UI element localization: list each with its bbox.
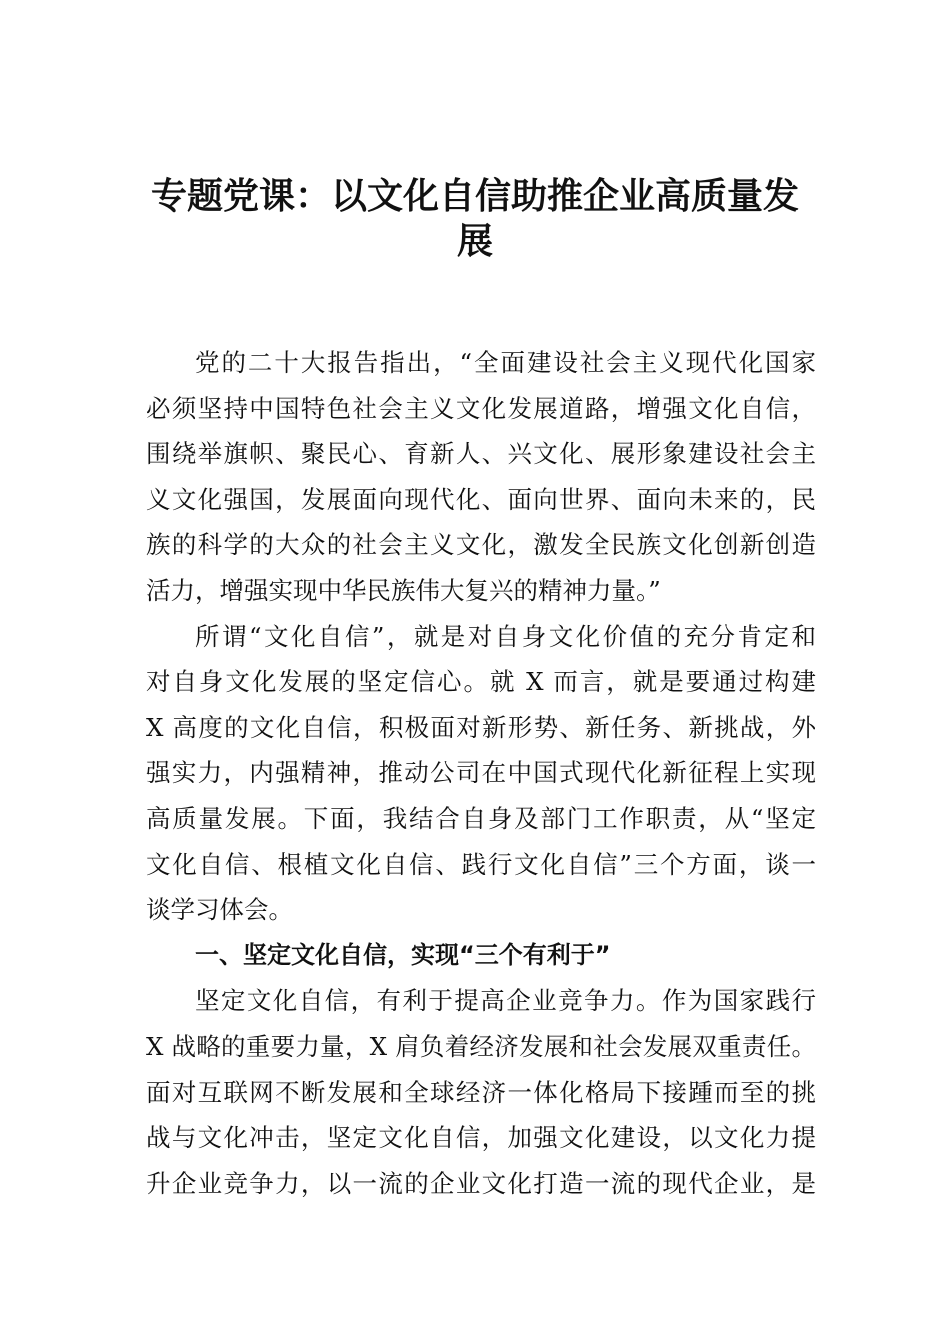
page-title-line-1: 专题党课：以文化自信助推企业高质量发: [150, 176, 799, 217]
paragraph-3-line-4: 战与文化冲击，坚定文化自信，加强文化建设，以文化力提: [146, 1123, 816, 1153]
section-heading-1: 一、坚定文化自信，实现“三个有利于”: [195, 940, 611, 969]
paragraph-1-line-6: 活力，增强实现中华民族伟大复兴的精神力量。”: [146, 575, 661, 605]
page-title-line-2: 展: [456, 221, 493, 262]
paragraph-2-line-2: 对自身文化发展的坚定信心。就 X 而言，就是要通过构建: [146, 667, 816, 697]
paragraph-3-line-2: X 战略的重要力量，X 肩负着经济发展和社会发展双重责任。: [146, 1031, 816, 1061]
paragraph-1-line-1: 党的二十大报告指出，“全面建设社会主义现代化国家: [195, 348, 816, 377]
paragraph-2-line-4: 强实力，内强精神，推动公司在中国式现代化新征程上实现: [146, 758, 816, 788]
paragraph-3-line-5: 升企业竞争力，以一流的企业文化打造一流的现代企业，是: [146, 1168, 816, 1198]
paragraph-1-line-4: 义文化强国，发展面向现代化、面向世界、面向未来的，民: [146, 484, 816, 514]
paragraph-1-line-5: 族的科学的大众的社会主义文化，激发全民族文化创新创造: [146, 530, 816, 560]
paragraph-3-line-1: 坚定文化自信，有利于提高企业竞争力。作为国家践行: [195, 986, 816, 1016]
paragraph-2-line-3: X 高度的文化自信，积极面对新形势、新任务、新挑战，外: [146, 712, 816, 742]
paragraph-2-line-7: 谈学习体会。: [146, 895, 293, 925]
paragraph-2-line-6: 文化自信、根植文化自信、践行文化自信”三个方面，谈一: [146, 849, 816, 879]
document-body: [146, 340, 816, 1206]
paragraph-1-line-2: 必须坚持中国特色社会主义文化发展道路，增强文化自信，: [146, 393, 816, 423]
paragraph-2-line-5: 高质量发展。下面，我结合自身及部门工作职责，从“坚定: [146, 803, 816, 833]
paragraph-2-line-1: 所谓“文化自信”，就是对自身文化价值的充分肯定和: [195, 621, 816, 651]
paragraph-1-line-3: 围绕举旗帜、聚民心、育新人、兴文化、展形象建设社会主: [146, 439, 816, 469]
paragraph-3-line-3: 面对互联网不断发展和全球经济一体化格局下接踵而至的挑: [146, 1077, 816, 1107]
